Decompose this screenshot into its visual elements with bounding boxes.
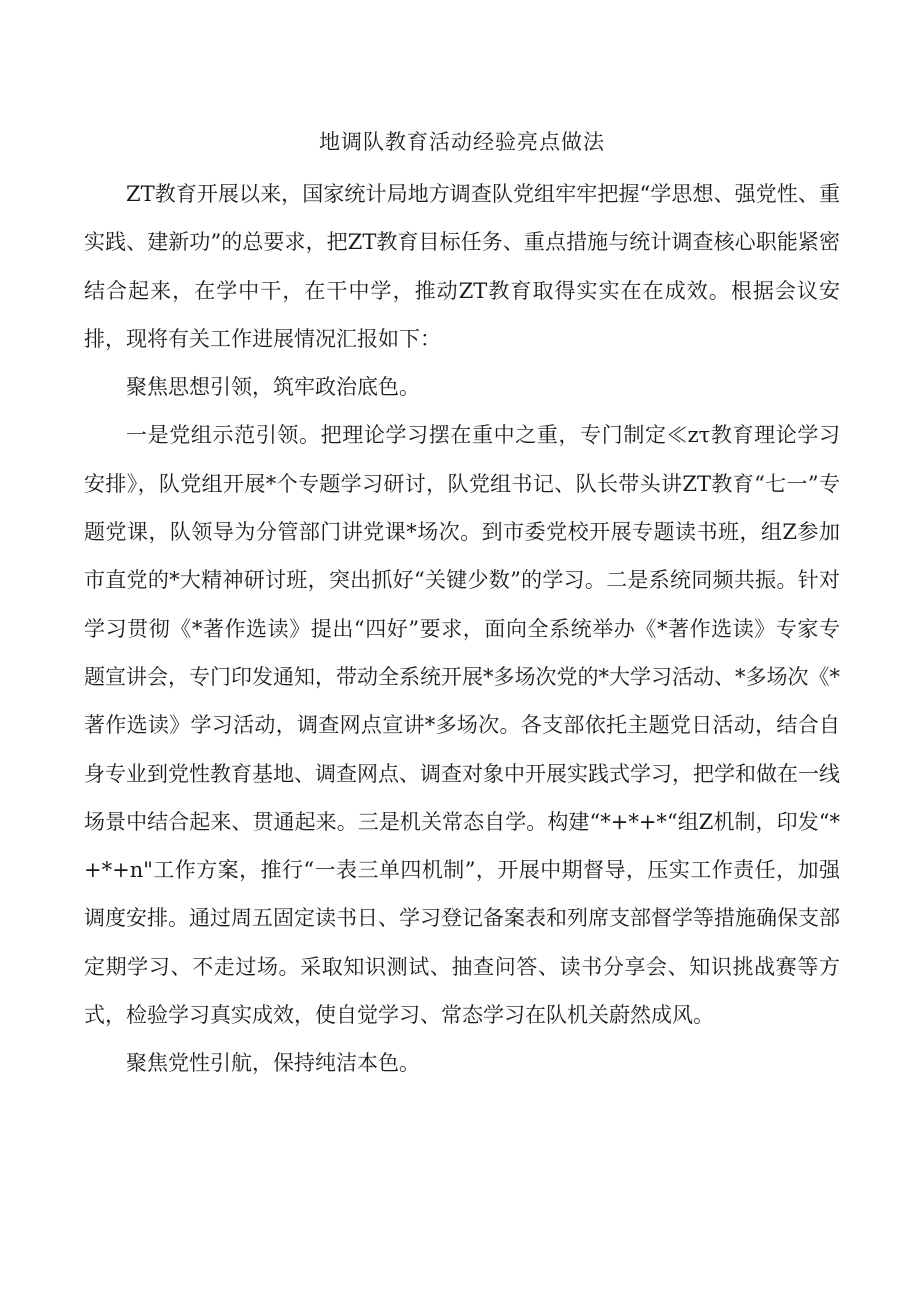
document-title: 地调队教育活动经验亮点做法	[319, 130, 605, 154]
paragraph-ideology-details: 一是党组示范引领。把理论学习摆在重中之重，专门制定≪zτ教育理论学习安排》，队党组开展*个专题学习研讨，队党组书记、队长带头讲ZT教育“七一”专题党课，队领导为分管部门讲党课*场次。到市委党校开展专题读书班，组Z参加市直党的*大精神研讨班，突出抓好“关键少数”的学习。二是系统同频共振。针对学习贯彻《*著作选读》提出“四好”要求，面向全系统举办《*著作选读》专家专题宣讲会，专门印发通知，带动全系统开展*多场次党的*大学习活动、*多场次《*著作选读》学习活动，调查网点宣讲*多场次。各支部依托主题党日活动，结合自身专业到党性教育基地、调查网点、调查对象中开展实践式学习，把学和做在一线场景中结合起来、贯通起来。三是机关常态自学。构建“*+*+*“组Z机制，印发“*+*+n"工作方案，推行“一表三单四机制”，开展中期督导，压实工作责任，加强调度安排。通过周五固定读书日、学习登记备案表和列席支部督学等措施确保支部定期学习、不走过场。采取知识测试、抽查问答、读书分享会、知识挑战赛等方式，检验学习真实成效，使自觉学习、常态学习在队机关蔚然成风。	[84, 423, 840, 1028]
document-body	[84, 118, 840, 1088]
paragraph-heading-ideology: 聚焦思想引领，筑牢政治底色。	[126, 375, 420, 400]
paragraph-intro: ZT教育开展以来，国家统计局地方调查队党组牢牢把握“学思想、强党性、重实践、建新功”的总要求，把ZT教育目标任务、重点措施与统计调查核心职能紧密结合起来，在学中干，在干中学，推动ZT教育取得实实在在成效。根据会议安排，现将有关工作进展情况汇报如下：	[84, 182, 840, 351]
paragraph-heading-party-spirit: 聚焦党性引航，保持纯洁本色。	[126, 1051, 420, 1076]
